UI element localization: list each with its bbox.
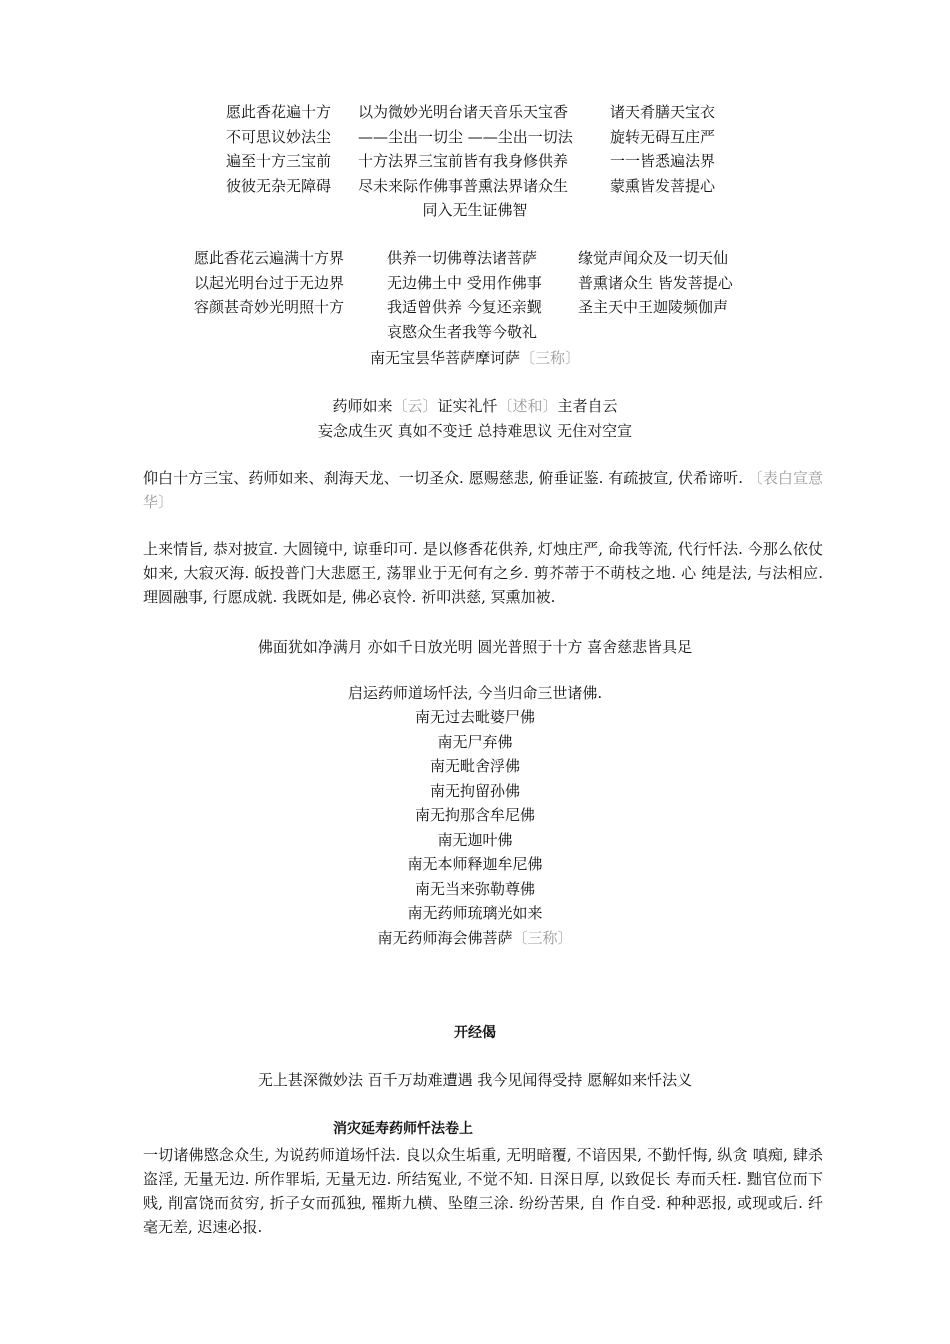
chapter-title: 消灾延寿药师忏法卷上 <box>333 1121 473 1137</box>
refuge-list <box>0 707 950 952</box>
list-item: 南无毗舍浮佛 <box>429 757 520 775</box>
verse-line: 供养一切佛尊法诸菩萨 <box>387 249 538 267</box>
list-item <box>0 928 950 953</box>
verse-line: 无边佛土中 受用作佛事 <box>387 273 542 292</box>
verse2-column-3 <box>578 248 733 322</box>
verse-line: 遍至十方三宝前 <box>226 152 332 170</box>
list-item: 南无迦叶佛 <box>437 830 513 849</box>
verse1-column-2 <box>358 102 573 200</box>
list-item: 南无本师释迦牟尼佛 <box>407 855 543 873</box>
list-item: 南无当来弥勒尊佛 <box>414 879 535 898</box>
paragraph-text: 仰白十方三宝、药师如来、刹海天龙、一切圣众. 愿赐慈悲, 俯垂证鉴. 有疏披宣, 伏希谛听. <box>143 469 748 487</box>
zheng-note: 〔述和〕 <box>497 397 558 415</box>
verse-line: 愿此香花云遍满十方界 <box>194 249 345 267</box>
list-item: 南无拘那含牟尼佛 <box>414 806 535 824</box>
verse-line: 容颜甚奇妙光明照十方 <box>194 298 345 316</box>
verse-line: 诸天肴膳天宝衣 <box>610 103 716 121</box>
verse-line: 缘觉声闻众及一切天仙 <box>578 249 729 267</box>
verse1-column-3 <box>610 102 715 200</box>
chapter-text: 一切诸佛愍念众生, 为说药师道场忏法. 良以众生垢重, 无明暗覆, 不谙因果, 不勤忏悔, 纵贪 嗔痴, 肆杀盗淫, 无量无边. 所作罪垢, 无量无边. 所结冤业, 不觉不知. 日深日厚, 以致促长 寿而夭枉. 黜官位而下贱, 削富饶而贫穷, 折子女而孤独, 罹斯九横、坠堕三涂. 纷纷苦果, 自 作自受. 种种恶报, 或现或后. 纤毫无差, 迟速必报. <box>143 1146 823 1236</box>
verse-line: 一一皆悉遍法界 <box>610 152 716 170</box>
list-item: 南无药师琉璃光如来 <box>407 904 543 922</box>
verse-line: 不可思议妙法尘 <box>226 127 332 146</box>
verse2-column-1 <box>194 248 344 322</box>
invocation-note: 〔三称〕 <box>520 349 581 367</box>
zheng-text: 主者自云 <box>557 397 618 415</box>
verse-line: 普熏诸众生 皆发菩提心 <box>578 273 733 292</box>
zheng-note: 〔云〕 <box>392 397 438 415</box>
verse-line: 圣主天中王迦陵频伽声 <box>578 298 729 316</box>
zheng-text: 证实礼忏 <box>437 397 498 415</box>
list-item: 南无尸弃佛 <box>437 732 513 751</box>
verse1-closing-line: 同入无生证佛智 <box>422 201 528 219</box>
verse1-column-1 <box>226 102 331 200</box>
verse2-invocation <box>0 348 950 368</box>
paragraph-note: 〔表白宣意华〕 <box>143 469 823 511</box>
verse-line: 以起光明台过于无边界 <box>194 273 345 292</box>
zheng-line-1 <box>0 396 950 416</box>
verse-line: 我适曾供养 今复还亲觐 <box>387 298 542 316</box>
gatha-line: 佛面犹如净满月 亦如千日放光明 圆光普照于十方 喜舍慈悲皆具足 <box>257 638 693 656</box>
verse-line: 旋转无碍互庄严 <box>610 127 716 146</box>
verse-line: 愿此香花遍十方 <box>226 103 332 121</box>
refuge-intro: 启运药师道场忏法, 今当归命三世诸佛. <box>347 684 603 702</box>
verse-line: 彼彼无杂无障碍 <box>226 176 332 195</box>
verse-line: ——尘出一切尘 ——尘出一切法 <box>358 127 573 146</box>
invocation-text: 南无宝昙华菩萨摩诃萨 <box>369 349 520 367</box>
paragraph-declaration <box>143 466 823 514</box>
verse-line: 蒙熏皆发菩提心 <box>610 176 716 195</box>
zheng-text: 药师如来 <box>332 397 393 415</box>
paragraph-intent: 上来情旨, 恭对披宣. 大圆镜中, 谅垂印可. 是以修香花供养, 灯烛庄严, 命我等流, 代行忏法. 今那么依仗如来, 大寂灭海. 皈投普门大悲愿王, 荡罪业于无何有之乡. 剪芥蒂于不萌枝之地. 心 纯是法, 与法相应. 理圆融事, 行愿成就. 我既如是, 佛必哀怜. 祈叩洪慈, 冥熏加被. <box>143 540 823 606</box>
kaijing-title: 开经偈 <box>454 1025 496 1041</box>
list-item-note: 〔三称〕 <box>512 928 573 947</box>
verse-line: 以为微妙光明台诸天音乐天宝香 <box>358 103 569 121</box>
kaijing-verse: 无上甚深微妙法 百千万劫难遭遇 我今见闻得受持 愿解如来忏法义 <box>257 1071 693 1089</box>
list-item: 南无拘留孙佛 <box>429 781 520 800</box>
zheng-line-2: 妄念成生灭 真如不变迁 总持难思议 无住对空宣 <box>317 422 633 440</box>
list-item-text: 南无药师海会佛菩萨 <box>377 928 513 947</box>
verse-line: 十方法界三宝前皆有我身修供养 <box>358 152 569 170</box>
verse2-column-2 <box>387 248 542 346</box>
verse-line: 尽未来际作佛事普熏法界诸众生 <box>358 176 569 195</box>
list-item: 南无过去毗婆尸佛 <box>414 708 535 726</box>
verse-line: 哀愍众生者我等今敬礼 <box>387 322 538 341</box>
